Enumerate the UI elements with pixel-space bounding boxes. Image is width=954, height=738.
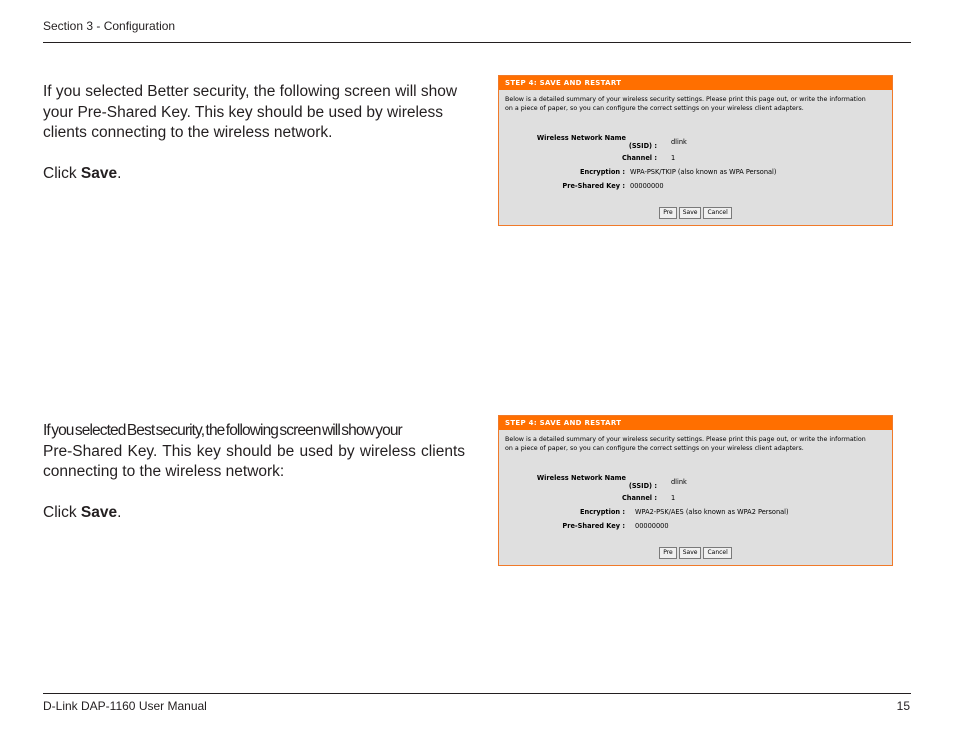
header-divider [43,42,911,43]
psk-value: 00000000 [635,522,669,530]
ssid-value: dlink [671,478,687,486]
panel-buttons [499,207,892,219]
best-click-instruction: Click Save. [43,503,122,521]
better-security-paragraph: If you selected Better security, the following screen will show your Pre-Shared Key. This key should be used by wireless clients connecting to the wireless network. [43,83,458,141]
footer-divider [43,693,911,694]
cancel-button[interactable]: Cancel [703,547,731,559]
panel-description: Below is a detailed summary of your wireless security settings. Please print this page out, or write the information on a piece of paper, so you can configure the correct settings on your wireless client adapters. [505,436,866,452]
panel-buttons [499,547,892,559]
encryption-value: WPA-PSK/TKIP (also known as WPA Personal) [630,168,777,176]
ssid-value: dlink [671,138,687,146]
page-number: 15 [896,699,910,713]
save-keyword: Save [80,164,118,182]
save-button[interactable]: Save [679,207,702,219]
previous-button[interactable]: Pre [659,547,677,559]
previous-button[interactable]: Pre [659,207,677,219]
channel-value: 1 [671,494,676,502]
save-keyword: Save [80,503,118,521]
save-button[interactable]: Save [679,547,702,559]
manual-title: D-Link DAP-1160 User Manual [43,699,207,713]
channel-value: 1 [671,154,676,162]
best-save-restart-panel: STEP 4: SAVE AND RESTART Below is a detailed summary of your wireless security settings. Please print this page out, or write the information on a piece of paper, so you can configure the correct settings on your wireless client adapters. Wireless Network Name (SSID) : dlink Channel : 1 Encryption : WPA2-PSK/AES (also known as WPA2 Personal) Pre-Shared Key : 00000000 Pre Save Cancel [498,415,893,566]
better-click-instruction: Click Save. [43,164,122,182]
best-security-text [43,421,465,523]
best-security-paragraph: Pre-Shared Key. This key should be used by wireless clients connecting to the wireless network: [43,442,465,480]
panel-title: STEP 4: SAVE AND RESTART [499,76,892,90]
best-security-line1: If you selected Best security, the following screen will show your [43,422,402,439]
panel-title: STEP 4: SAVE AND RESTART [499,416,892,430]
cancel-button[interactable]: Cancel [703,207,731,219]
encryption-value: WPA2-PSK/AES (also known as WPA2 Personal) [635,508,789,516]
panel-description: Below is a detailed summary of your wireless security settings. Please print this page out, or write the information on a piece of paper, so you can configure the correct settings on your wireless client adapters. [505,96,866,112]
better-security-text [43,82,463,184]
section-header: Section 3 - Configuration [43,19,176,33]
psk-value: 00000000 [630,182,664,190]
better-save-restart-panel: STEP 4: SAVE AND RESTART Below is a detailed summary of your wireless security settings. Please print this page out, or write the information on a piece of paper, so you can configure the correct settings on your wireless client adapters. Wireless Network Name (SSID) : dlink Channel : 1 Encryption : WPA-PSK/TKIP (also known as WPA Personal) Pre-Shared Key : 00000000 Pre Save Cancel [498,75,893,226]
